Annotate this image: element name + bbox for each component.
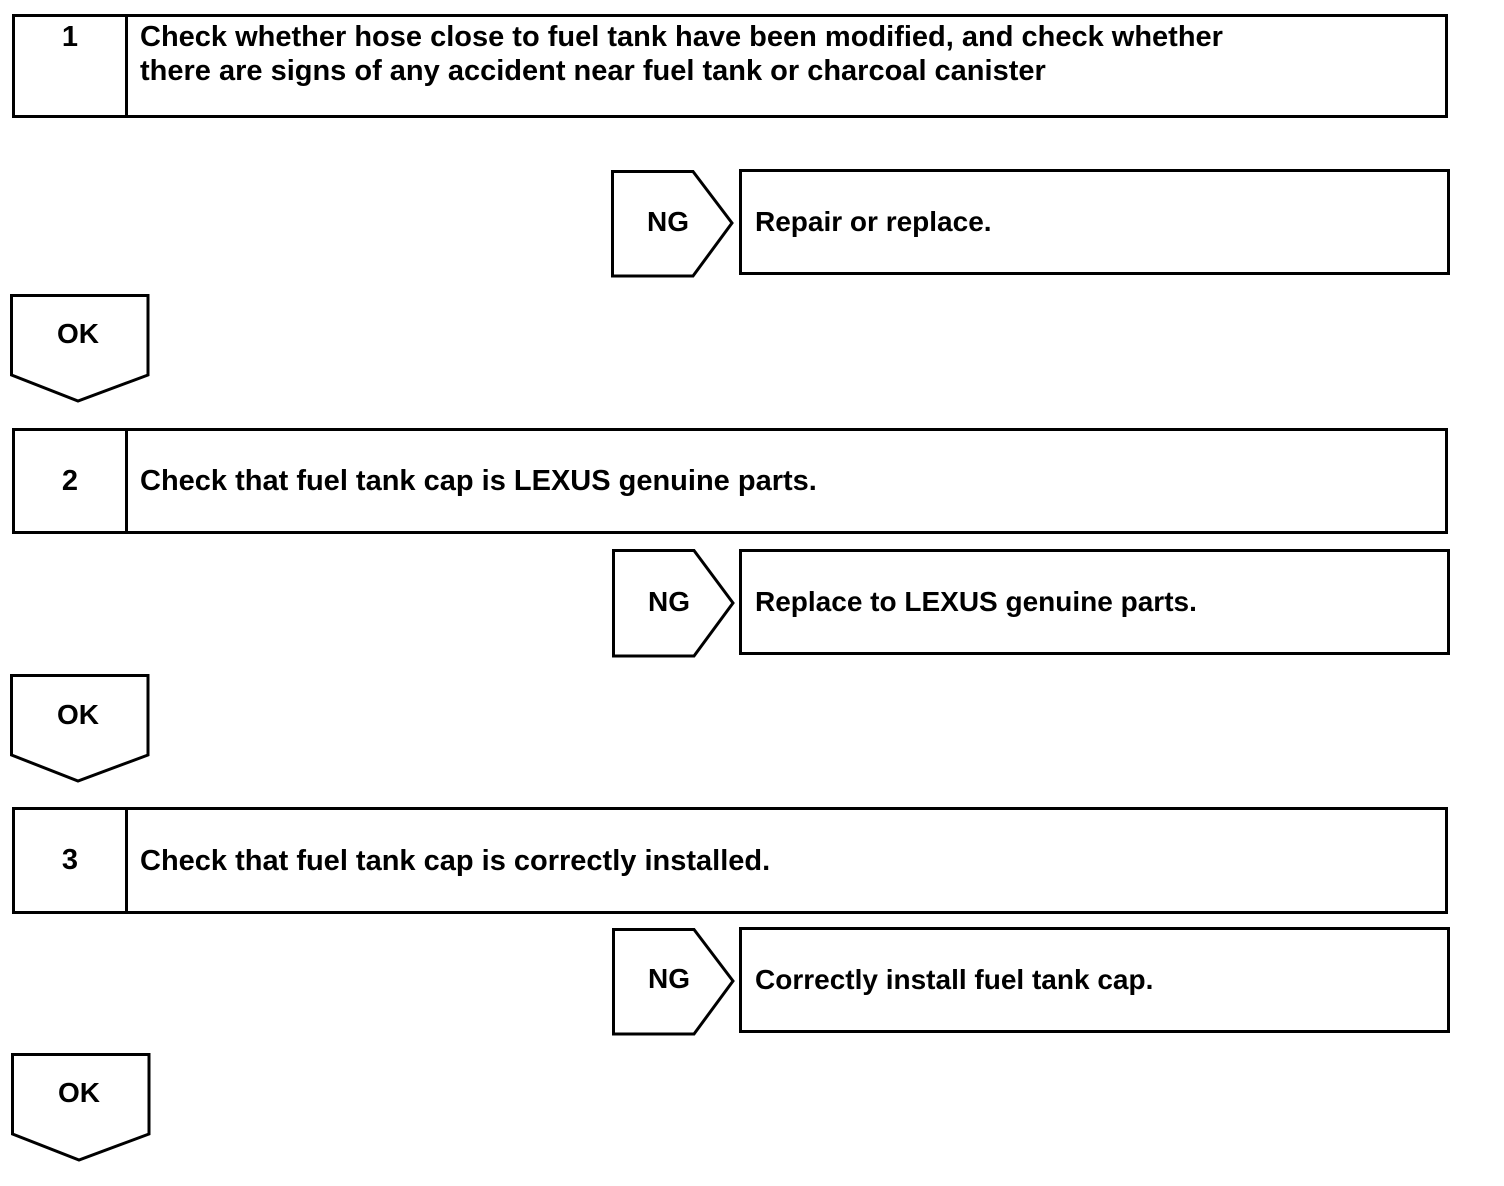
step-2-ng-label: NG	[648, 586, 690, 617]
step-1-number: 1	[15, 17, 128, 115]
step-1-ng-action: Repair or replace.	[739, 169, 1450, 275]
step-3-box	[12, 807, 1448, 914]
step-3-ng-label: NG	[648, 963, 690, 994]
step-3-ng-action: Correctly install fuel tank cap.	[739, 927, 1450, 1033]
step-1-box	[12, 14, 1448, 118]
step-3-ok-label: OK	[58, 1077, 100, 1108]
step-3-number: 3	[15, 810, 128, 911]
step-1-text-line2: there are signs of any accident near fuel tank or charcoal canister	[140, 55, 1046, 87]
step-1-text	[128, 17, 1445, 115]
step-1-ng-label: NG	[647, 206, 689, 237]
step-2-ok-label: OK	[57, 699, 99, 730]
step-1-ok-label: OK	[57, 318, 99, 349]
step-2-text: Check that fuel tank cap is LEXUS genuine parts.	[140, 465, 817, 497]
step-1-text-line1: Check whether hose close to fuel tank have been modified, and check whether	[140, 21, 1223, 53]
step-2-box	[12, 428, 1448, 534]
step-2-number: 2	[15, 431, 128, 531]
step-3-text: Check that fuel tank cap is correctly installed.	[140, 844, 771, 877]
step-2-ng-action: Replace to LEXUS genuine parts.	[739, 549, 1450, 655]
